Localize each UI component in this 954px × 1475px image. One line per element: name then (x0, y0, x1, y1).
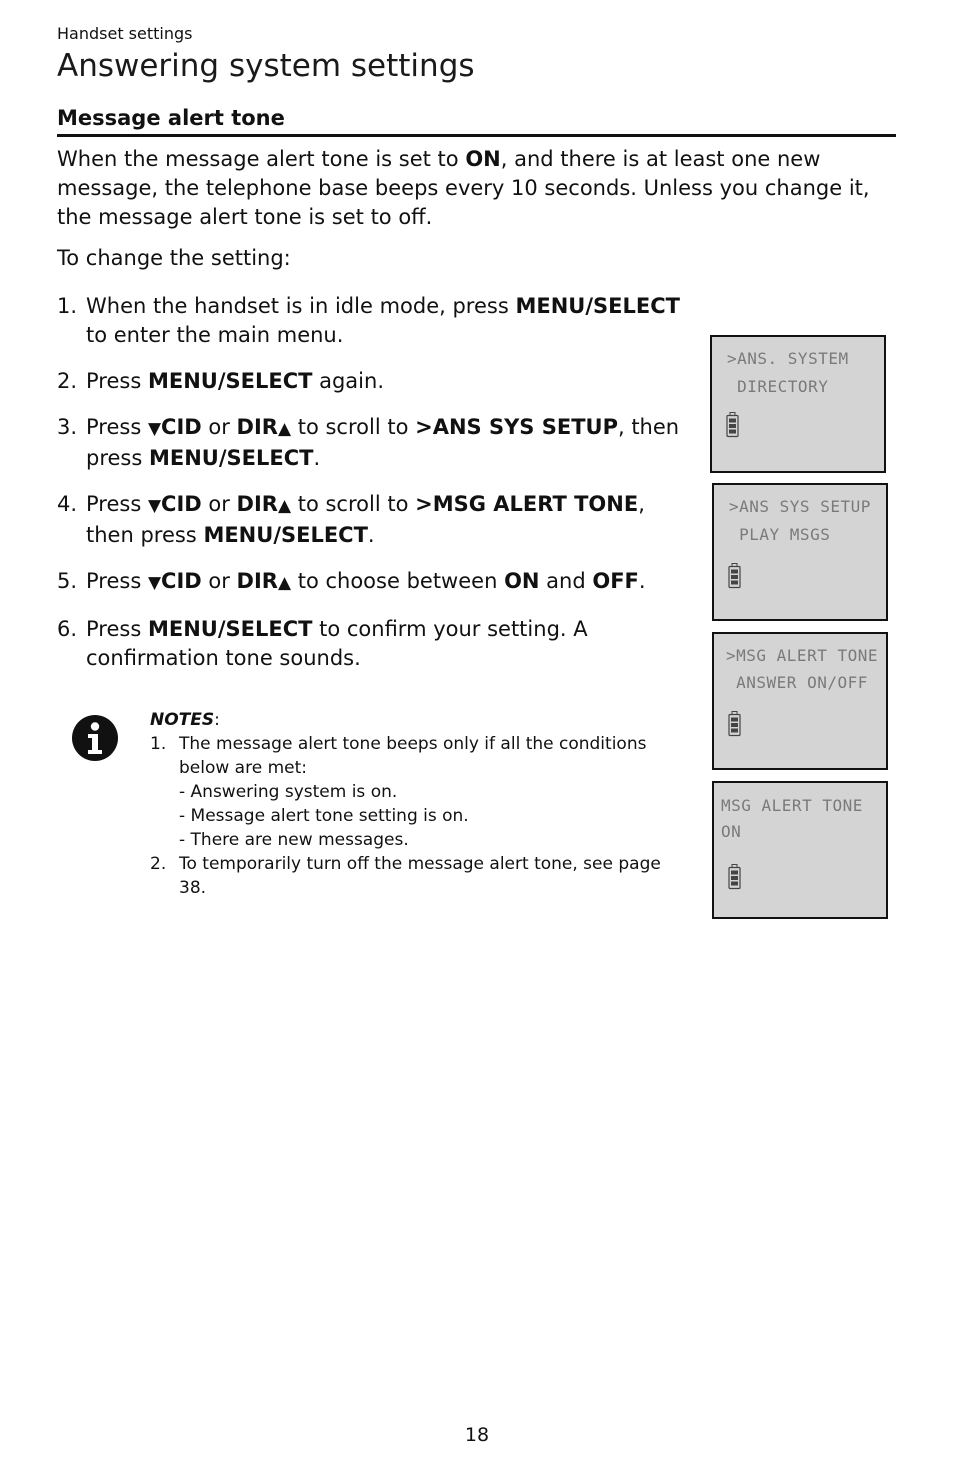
step-number: 1. (57, 294, 78, 318)
screen-line-2: PLAY MSGS (729, 525, 831, 544)
note-number: 2. (150, 854, 167, 874)
option-label: OFF (592, 569, 639, 593)
screen-line-2: ANSWER ON/OFF (726, 673, 868, 692)
step-text: Press (86, 369, 148, 393)
steps-list (57, 292, 697, 690)
key-label: CID (161, 415, 202, 439)
intro-text: When the message alert tone is set to (57, 147, 466, 171)
step-text: Press (86, 492, 148, 516)
step-text: . (313, 446, 321, 470)
step-text: Press (86, 415, 148, 439)
screen-line-2: ON (721, 822, 742, 841)
step-text: . (638, 569, 646, 593)
screen-line-1: >MSG ALERT TONE (726, 646, 878, 665)
step-text: to choose between (291, 569, 505, 593)
option-label: ON (504, 569, 540, 593)
screen-line-1: MSG ALERT TONE (721, 796, 863, 815)
step-text: or (201, 415, 237, 439)
handset-screen-3 (712, 632, 888, 770)
step-text: . (367, 523, 375, 547)
step-6 (57, 615, 697, 673)
key-label: /SELECT (217, 369, 313, 393)
step-5 (57, 567, 697, 598)
key-label: DIR (236, 415, 278, 439)
step-text: , then press (86, 492, 645, 547)
step-text: again. (312, 369, 384, 393)
key-label: /SELECT (218, 446, 314, 470)
step-text: Press (86, 569, 148, 593)
key-label: /SELECT (217, 617, 313, 641)
step-text: and (539, 569, 593, 593)
screen-line-1: >ANS. SYSTEM (727, 349, 849, 368)
section-label: Handset settings (57, 24, 193, 43)
step-number: 2. (57, 369, 78, 393)
step-4 (57, 490, 697, 550)
up-arrow-icon: ▲ (277, 573, 292, 593)
handset-screen-4 (712, 781, 888, 919)
step-2 (57, 367, 697, 396)
up-arrow-icon: ▲ (277, 419, 292, 439)
key-label: MENU (147, 369, 218, 393)
change-setting-text: To change the setting: (57, 246, 291, 270)
step-text: Press (86, 617, 148, 641)
step-number: 5. (57, 569, 78, 593)
info-icon (71, 714, 119, 762)
key-label: SELECT (593, 294, 680, 318)
battery-icon (728, 563, 741, 589)
down-arrow-icon: ▼ (147, 419, 162, 439)
note-1 (150, 732, 690, 852)
note-condition: - Answering system is on. (179, 782, 398, 802)
step-number: 3. (57, 415, 78, 439)
step-text: to confirm your setting. A confirmation tone sounds. (86, 617, 588, 670)
note-text: The message alert tone beeps only if all the conditions below are met: (179, 734, 647, 778)
battery-icon (728, 864, 741, 890)
note-number: 1. (150, 734, 167, 754)
notes-colon: : (214, 710, 220, 730)
key-label: DIR (236, 569, 278, 593)
intro-text: , and there is at least one new message, the telephone base beeps every 10 seconds. Unless you change it, the message alert tone is set to off. (57, 147, 870, 229)
handset-screen-2 (712, 483, 888, 621)
step-text: When the handset is in idle mode, press (86, 294, 516, 318)
menu-item-label: >ANS SYS SETUP (415, 415, 618, 439)
battery-icon (726, 412, 739, 438)
handset-screen-1 (710, 335, 886, 473)
screen-line-2: DIRECTORY (727, 377, 829, 396)
menu-item-label: >MSG ALERT TONE (415, 492, 639, 516)
key-label: CID (161, 569, 202, 593)
key-label: MENU/ (515, 294, 594, 318)
step-text: or (201, 492, 237, 516)
step-3 (57, 413, 697, 473)
down-arrow-icon: ▼ (147, 496, 162, 516)
page-title: Answering system settings (57, 48, 475, 84)
key-label: MENU (148, 446, 219, 470)
step-text: to scroll to (291, 415, 416, 439)
notes-box (150, 708, 690, 900)
note-text: To temporarily turn off the message alert tone, see page 38. (179, 854, 661, 898)
battery-icon (728, 711, 741, 737)
intro-paragraph (57, 145, 902, 232)
up-arrow-icon: ▲ (277, 496, 292, 516)
note-condition: - There are new messages. (179, 830, 409, 850)
step-number: 4. (57, 492, 78, 516)
step-1 (57, 292, 697, 350)
step-number: 6. (57, 617, 78, 641)
step-text: to enter the main menu. (86, 323, 344, 347)
key-label: CID (161, 492, 202, 516)
down-arrow-icon: ▼ (147, 573, 162, 593)
page-number: 18 (464, 1424, 490, 1446)
key-label: MENU (203, 523, 274, 547)
notes-list (150, 732, 690, 900)
screen-line-1: >ANS SYS SETUP (729, 497, 871, 516)
note-condition: - Message alert tone setting is on. (179, 806, 469, 826)
notes-title: NOTES (150, 710, 215, 730)
key-label: DIR (236, 492, 278, 516)
step-text: to scroll to (291, 492, 416, 516)
key-label: /SELECT (273, 523, 368, 547)
step-text: or (201, 569, 237, 593)
intro-bold: ON (465, 147, 501, 171)
section-heading: Message alert tone (57, 106, 896, 137)
note-2 (150, 852, 690, 900)
key-label: MENU (147, 617, 218, 641)
step-text: , then press (86, 415, 680, 470)
